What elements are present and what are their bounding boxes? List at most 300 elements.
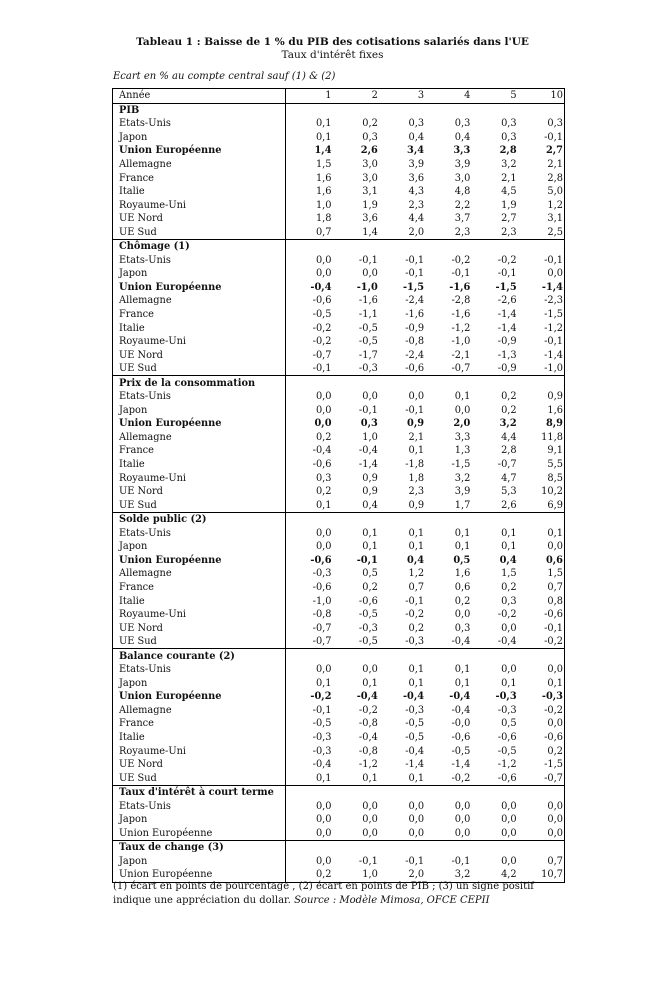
value-cell: -0,6 — [310, 554, 332, 566]
table-row — [113, 281, 565, 295]
footnote-text: (1) écart en points de pourcentage , (2) écart en points de PIB ; (3) un signe positif indique une appréciation du dollar. — [113, 881, 534, 906]
value-cell: -0,2 — [425, 771, 471, 785]
table-row — [113, 554, 565, 568]
value-cell: 1,4 — [333, 225, 379, 239]
value-cell: 0,0 — [518, 827, 565, 841]
value-cell: 1,5 — [315, 159, 332, 170]
value-cell: -0,7 — [312, 622, 332, 634]
table-row — [113, 158, 565, 172]
year-header: 5 — [471, 89, 517, 104]
table-row — [113, 444, 565, 458]
table-row — [113, 690, 565, 704]
value-cell: -0,7 — [425, 362, 471, 376]
table-row — [113, 635, 565, 649]
value-cell: -0,5 — [497, 745, 517, 757]
value-cell: 0,9 — [362, 472, 378, 484]
table-row — [113, 677, 565, 691]
year-header: 4 — [425, 89, 471, 104]
row-label: Italie — [113, 594, 286, 608]
row-label: Allemagne — [113, 431, 286, 445]
value-cell: -1,6 — [358, 295, 378, 307]
table-row — [113, 855, 565, 869]
value-cell: -0,2 — [405, 609, 425, 621]
value-cell: 1,6 — [547, 404, 563, 416]
year-header: 3 — [379, 89, 425, 104]
value-cell: -0,4 — [405, 745, 425, 757]
value-cell: 0,3 — [360, 418, 378, 430]
section-header-row — [113, 512, 565, 526]
row-label: Union Européenne — [113, 281, 286, 295]
row-label: Etats-Unis — [113, 663, 286, 677]
table-row — [113, 594, 565, 608]
value-cell: -0,5 — [333, 635, 379, 649]
row-label: Japon — [113, 677, 286, 691]
value-cell: 0,2 — [286, 868, 333, 882]
value-cell: -2,4 — [405, 295, 425, 307]
value-cell: -0,1 — [544, 131, 563, 143]
value-cell: 0,3 — [501, 595, 517, 607]
value-cell: 0,1 — [315, 131, 332, 143]
value-cell: 0,1 — [547, 677, 563, 689]
value-cell: 0,0 — [315, 800, 332, 812]
table-row — [113, 185, 565, 199]
empty-cell — [286, 103, 565, 117]
value-cell: 0,0 — [547, 718, 563, 730]
table-row — [113, 267, 565, 281]
table-row — [113, 294, 565, 308]
row-label: France — [113, 308, 286, 322]
value-cell: 0,1 — [454, 391, 471, 403]
empty-cell — [286, 785, 565, 799]
value-cell: -0,1 — [358, 254, 378, 266]
value-cell: 0,1 — [547, 527, 563, 539]
row-label: UE Nord — [113, 348, 286, 362]
value-cell: -0,2 — [310, 691, 332, 703]
value-cell: -0,3 — [312, 568, 332, 580]
value-cell: -0,1 — [497, 268, 517, 280]
section-header-row — [113, 649, 565, 663]
value-cell: 1,7 — [425, 498, 471, 512]
table-title: Tableau 1 : Baisse de 1 % du PIB des cotisations salariés dans l'UE — [136, 36, 529, 48]
value-cell: -0,3 — [541, 691, 563, 703]
row-label: Japon — [113, 813, 286, 827]
value-cell: 1,0 — [333, 868, 379, 882]
value-cell: -0,8 — [358, 745, 378, 757]
value-cell: 0,0 — [501, 814, 517, 826]
value-cell: 0,2 — [315, 486, 332, 498]
value-cell: 0,9 — [362, 486, 378, 498]
value-cell: 0,0 — [408, 391, 425, 403]
value-cell: 3,6 — [408, 172, 425, 184]
value-cell: 0,1 — [286, 771, 333, 785]
row-label: UE Sud — [113, 225, 286, 239]
value-cell: 0,0 — [408, 800, 425, 812]
value-cell: -0,5 — [405, 718, 425, 730]
year-header: 2 — [333, 89, 379, 104]
value-cell: 0,3 — [501, 131, 517, 143]
table-row — [113, 335, 565, 349]
value-cell: 4,4 — [501, 431, 517, 443]
value-cell: 0,1 — [315, 677, 332, 689]
empty-cell — [286, 240, 565, 254]
value-cell: -1,4 — [497, 309, 517, 321]
value-cell: 1,0 — [315, 199, 332, 211]
value-cell: 3,3 — [453, 145, 471, 157]
value-cell: 0,1 — [408, 541, 425, 553]
value-cell: -0,6 — [312, 459, 332, 471]
value-cell: -0,1 — [405, 855, 425, 867]
value-cell: -0,6 — [358, 595, 378, 607]
value-cell: -1,4 — [497, 322, 517, 334]
header-label: Année — [113, 89, 286, 104]
value-cell: 3,7 — [454, 213, 471, 225]
value-cell: 4,5 — [501, 186, 517, 198]
value-cell: 0,2 — [547, 745, 563, 757]
section-header-row — [113, 841, 565, 855]
table-row — [113, 362, 565, 376]
value-cell: -0,6 — [544, 731, 563, 743]
value-cell: 5,0 — [547, 186, 563, 198]
row-label: Union Européenne — [113, 868, 286, 882]
row-label: Union Européenne — [113, 827, 286, 841]
row-label: Etats-Unis — [113, 390, 286, 404]
value-cell: 0,2 — [408, 622, 425, 634]
empty-cell — [286, 512, 565, 526]
value-cell: -1,5 — [544, 309, 563, 321]
row-label: Royaume-Uni — [113, 198, 286, 212]
value-cell: -0,4 — [471, 635, 517, 649]
value-cell: 2,3 — [425, 225, 471, 239]
value-cell: 3,6 — [362, 213, 378, 225]
value-cell: -1,6 — [405, 309, 425, 321]
value-cell: 0,9 — [379, 498, 425, 512]
value-cell: 2,6 — [471, 498, 517, 512]
value-cell: 3,4 — [407, 145, 425, 157]
value-cell: -0,0 — [451, 718, 471, 730]
value-cell: -2,4 — [405, 349, 425, 361]
header-row — [113, 89, 565, 104]
value-cell: 2,3 — [471, 225, 517, 239]
value-cell: 0,7 — [547, 855, 563, 867]
value-cell: 8,9 — [545, 418, 563, 430]
value-cell: 0,0 — [408, 814, 425, 826]
value-cell: 0,0 — [315, 527, 332, 539]
value-cell: -1,7 — [358, 349, 378, 361]
value-cell: -0,8 — [358, 718, 378, 730]
table-row — [113, 254, 565, 268]
value-cell: 0,0 — [315, 268, 332, 280]
table-row — [113, 171, 565, 185]
value-cell: 5,5 — [547, 459, 563, 471]
value-cell: 6,9 — [518, 498, 565, 512]
value-cell: 0,9 — [547, 391, 563, 403]
value-cell: 4,7 — [501, 472, 517, 484]
value-cell: -1,4 — [544, 349, 563, 361]
value-cell: 1,3 — [454, 445, 471, 457]
value-cell: 0,0 — [315, 404, 332, 416]
value-cell: -0,1 — [405, 254, 425, 266]
value-cell: 0,0 — [362, 391, 378, 403]
year-header: 1 — [286, 89, 333, 104]
row-label: France — [113, 717, 286, 731]
value-cell: 0,2 — [362, 118, 378, 130]
value-cell: -0,5 — [358, 336, 378, 348]
value-cell: 0,0 — [501, 664, 517, 676]
value-cell: -0,1 — [358, 855, 378, 867]
value-cell: 0,0 — [454, 609, 471, 621]
value-cell: -0,9 — [497, 336, 517, 348]
table-row — [113, 827, 565, 841]
value-cell: -0,1 — [286, 362, 333, 376]
value-cell: -0,1 — [405, 595, 425, 607]
row-label: UE Sud — [113, 362, 286, 376]
row-label: Royaume-Uni — [113, 744, 286, 758]
value-cell: 0,5 — [501, 718, 517, 730]
value-cell: 0,3 — [315, 472, 332, 484]
value-cell: 2,0 — [379, 225, 425, 239]
value-cell: -0,5 — [312, 718, 332, 730]
row-label: Allemagne — [113, 567, 286, 581]
value-cell: 1,8 — [408, 472, 425, 484]
value-cell: -0,8 — [312, 609, 332, 621]
table-row — [113, 498, 565, 512]
year-header: 10 — [518, 89, 565, 104]
value-cell: -0,1 — [544, 254, 563, 266]
value-cell: 0,1 — [362, 527, 378, 539]
value-cell: 3,9 — [454, 486, 471, 498]
row-label: Union Européenne — [113, 144, 286, 158]
value-cell: -0,4 — [425, 635, 471, 649]
table-row — [113, 771, 565, 785]
value-cell: -0,2 — [451, 254, 471, 266]
section-title: Taux de change (3) — [113, 841, 286, 855]
value-cell: 3,0 — [454, 172, 471, 184]
value-cell: 3,2 — [501, 159, 517, 170]
value-cell: 2,8 — [499, 145, 517, 157]
value-cell: -0,7 — [286, 635, 333, 649]
row-label: Union Européenne — [113, 417, 286, 431]
value-cell: -1,4 — [405, 759, 425, 771]
value-cell: -0,6 — [497, 731, 517, 743]
value-cell: -2,6 — [497, 295, 517, 307]
value-cell: 0,0 — [333, 827, 379, 841]
value-cell: 3,9 — [408, 159, 425, 170]
value-cell: -1,6 — [449, 281, 471, 293]
table-row — [113, 567, 565, 581]
footnote-source: Source : Modèle Mimosa, OFCE CEPII — [294, 895, 490, 906]
value-cell: -0,1 — [405, 268, 425, 280]
row-label: Etats-Unis — [113, 117, 286, 131]
value-cell: -0,2 — [497, 609, 517, 621]
row-label: Etats-Unis — [113, 527, 286, 541]
row-label: Japon — [113, 855, 286, 869]
table-subtitle: Taux d'intérêt fixes — [281, 49, 384, 61]
row-label: UE Sud — [113, 635, 286, 649]
row-label: Japon — [113, 404, 286, 418]
value-cell: 0,6 — [454, 581, 471, 593]
value-cell: -0,7 — [497, 459, 517, 471]
value-cell: 3,1 — [547, 213, 563, 225]
table-row — [113, 321, 565, 335]
value-cell: 0,0 — [454, 814, 471, 826]
value-cell: 0,3 — [501, 118, 517, 130]
value-cell: -0,1 — [544, 622, 563, 634]
value-cell: 2,6 — [360, 145, 378, 157]
value-cell: 3,9 — [454, 159, 471, 170]
value-cell: 0,2 — [362, 581, 378, 593]
value-cell: -1,0 — [312, 595, 332, 607]
value-cell: -0,3 — [405, 704, 425, 716]
value-cell: -0,2 — [518, 635, 565, 649]
table-row — [113, 348, 565, 362]
row-label: Etats-Unis — [113, 254, 286, 268]
value-cell: 2,8 — [501, 445, 517, 457]
value-cell: -0,5 — [312, 309, 332, 321]
value-cell: 0,0 — [501, 622, 517, 634]
value-cell: 5,3 — [501, 486, 517, 498]
value-cell: 0,5 — [453, 554, 471, 566]
footnote — [113, 880, 563, 908]
value-cell: -0,4 — [312, 759, 332, 771]
value-cell: 0,0 — [315, 814, 332, 826]
table-row — [113, 117, 565, 131]
value-cell: 0,7 — [408, 581, 425, 593]
table-row — [113, 581, 565, 595]
data-table — [112, 88, 565, 883]
value-cell: -0,5 — [358, 609, 378, 621]
value-cell: -0,1 — [451, 268, 471, 280]
value-cell: -0,3 — [495, 691, 517, 703]
value-cell: 0,4 — [333, 498, 379, 512]
value-cell: 0,1 — [286, 498, 333, 512]
row-label: France — [113, 581, 286, 595]
table-caption: Ecart en % au compte central sauf (1) & (2) — [113, 71, 336, 82]
value-cell: -1,5 — [451, 459, 471, 471]
value-cell: -0,6 — [471, 771, 517, 785]
table-row — [113, 404, 565, 418]
value-cell: 0,0 — [362, 800, 378, 812]
row-label: Allemagne — [113, 704, 286, 718]
value-cell: 0,0 — [362, 268, 378, 280]
value-cell: -0,2 — [312, 322, 332, 334]
value-cell: 0,1 — [408, 664, 425, 676]
table-row — [113, 758, 565, 772]
value-cell: -2,1 — [451, 349, 471, 361]
value-cell: 0,0 — [454, 404, 471, 416]
value-cell: 0,3 — [454, 118, 471, 130]
value-cell: 0,0 — [362, 814, 378, 826]
value-cell: 0,1 — [315, 118, 332, 130]
row-label: UE Nord — [113, 621, 286, 635]
value-cell: 0,2 — [501, 391, 517, 403]
value-cell: 3,2 — [454, 472, 471, 484]
value-cell: -0,1 — [358, 404, 378, 416]
value-cell: 1,2 — [547, 199, 563, 211]
section-title: Balance courante (2) — [113, 649, 286, 663]
value-cell: 0,0 — [315, 664, 332, 676]
value-cell: -1,2 — [544, 322, 563, 334]
value-cell: -0,7 — [518, 771, 565, 785]
table-row — [113, 621, 565, 635]
value-cell: -0,6 — [312, 295, 332, 307]
value-cell: -0,1 — [356, 554, 378, 566]
table-row — [113, 704, 565, 718]
value-cell: 3,2 — [499, 418, 517, 430]
value-cell: 0,0 — [547, 800, 563, 812]
table-row — [113, 417, 565, 431]
value-cell: 2,3 — [408, 199, 425, 211]
value-cell: 1,0 — [362, 431, 378, 443]
value-cell: 0,0 — [547, 814, 563, 826]
value-cell: 4,4 — [408, 213, 425, 225]
row-label: Union Européenne — [113, 690, 286, 704]
section-title: Solde public (2) — [113, 512, 286, 526]
value-cell: -1,8 — [405, 459, 425, 471]
value-cell: 0,3 — [408, 118, 425, 130]
value-cell: 0,1 — [454, 664, 471, 676]
row-label: Italie — [113, 731, 286, 745]
value-cell: 0,8 — [547, 595, 563, 607]
value-cell: 0,0 — [501, 855, 517, 867]
value-cell: -0,3 — [358, 622, 378, 634]
value-cell: -0,3 — [312, 745, 332, 757]
value-cell: -0,2 — [312, 336, 332, 348]
value-cell: 9,1 — [547, 445, 563, 457]
table-row — [113, 198, 565, 212]
row-label: Allemagne — [113, 294, 286, 308]
value-cell: 0,4 — [454, 131, 471, 143]
value-cell: -0,3 — [497, 704, 517, 716]
value-cell: -0,1 — [544, 336, 563, 348]
value-cell: 1,9 — [362, 199, 378, 211]
empty-cell — [286, 376, 565, 390]
value-cell: 0,3 — [362, 131, 378, 143]
row-label: Italie — [113, 321, 286, 335]
section-header-row — [113, 376, 565, 390]
value-cell: -0,4 — [358, 731, 378, 743]
value-cell: -0,5 — [451, 745, 471, 757]
row-label: France — [113, 444, 286, 458]
value-cell: -2,8 — [451, 295, 471, 307]
value-cell: 0,1 — [454, 541, 471, 553]
value-cell: -1,6 — [451, 309, 471, 321]
table-row — [113, 527, 565, 541]
value-cell: 0,2 — [454, 595, 471, 607]
value-cell: 0,0 — [501, 800, 517, 812]
value-cell: 0,9 — [407, 418, 425, 430]
row-label: France — [113, 171, 286, 185]
value-cell: 2,2 — [454, 199, 471, 211]
section-title: Taux d'intérêt à court terme — [113, 785, 286, 799]
value-cell: 0,4 — [499, 554, 517, 566]
value-cell: -1,4 — [451, 759, 471, 771]
value-cell: 10,2 — [541, 486, 563, 498]
value-cell: 1,5 — [501, 568, 517, 580]
value-cell: -0,8 — [405, 336, 425, 348]
row-label: Allemagne — [113, 158, 286, 172]
table-row — [113, 799, 565, 813]
value-cell: 0,1 — [362, 541, 378, 553]
value-cell: -1,2 — [497, 759, 517, 771]
value-cell: 1,9 — [501, 199, 517, 211]
value-cell: 0,5 — [362, 568, 378, 580]
value-cell: -0,3 — [312, 731, 332, 743]
row-label: Etats-Unis — [113, 799, 286, 813]
value-cell: 10,7 — [518, 868, 565, 882]
row-label: Royaume-Uni — [113, 335, 286, 349]
section-title: PIB — [113, 103, 286, 117]
value-cell: 0,0 — [315, 254, 332, 266]
